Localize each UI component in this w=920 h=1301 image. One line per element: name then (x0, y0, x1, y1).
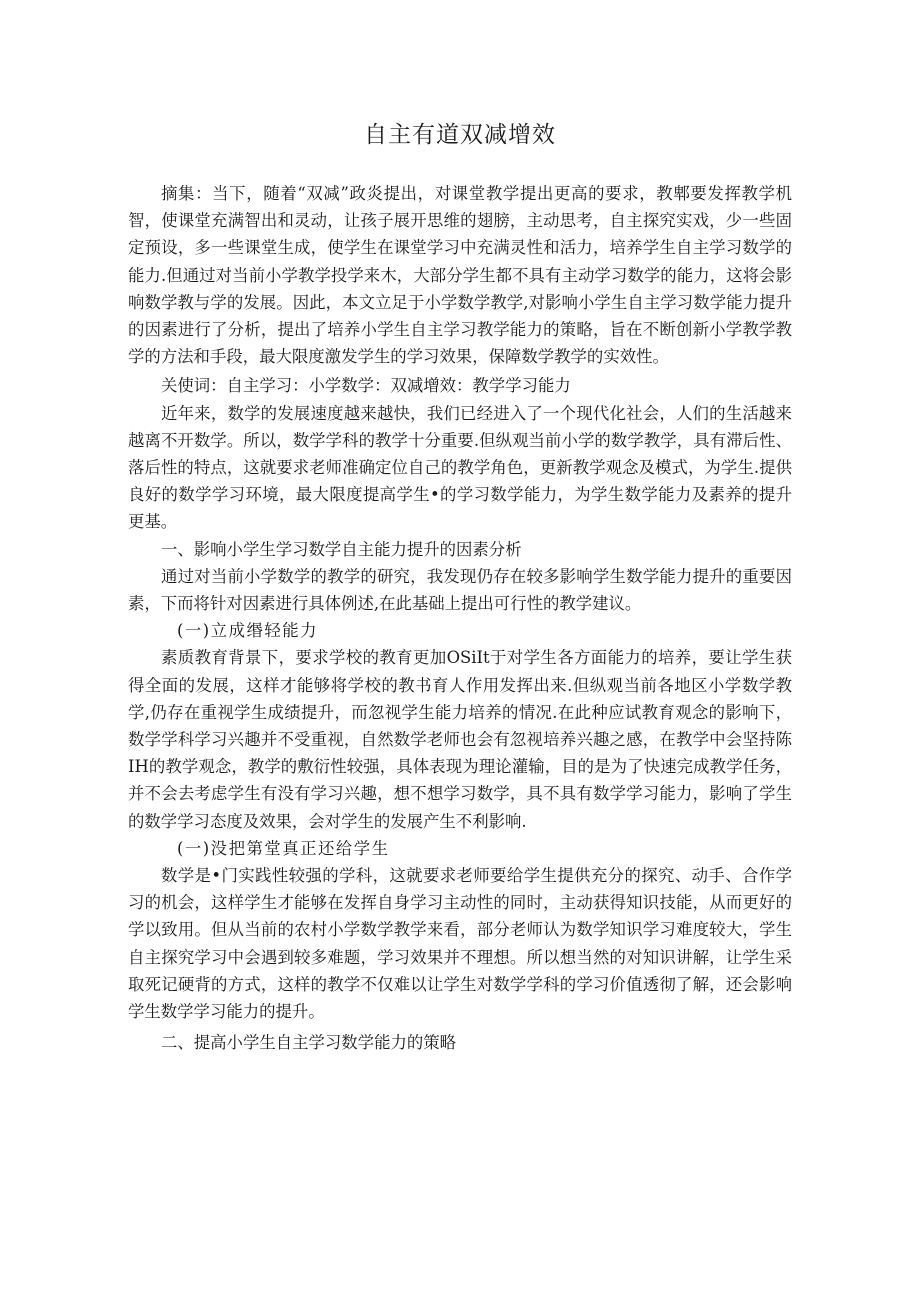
subsection-heading-1: (一)立成缗轻能力 (177, 621, 319, 641)
section-heading-1: 一、影响小学生学习数学自主能力提升的因素分析 (161, 539, 522, 559)
section-1-paragraph: 通过对当前小学数学的教学的研究，我发现仍存在较多影响学生数学能力提升的重要因素，下而将针对因素进行具体例述,在此基础上提出可行性的教学建议。 (128, 566, 792, 614)
subsection-heading-2: (一)没把第堂真正还给学生 (177, 838, 390, 858)
abstract-paragraph: 摘集：当下，随着“双减”政炎提出，对课堂教学提出更高的要求，教郫要发挥教学机智，使课堂充满智出和灵动，让孩子展开思维的翅膀，主动思考，自主探究实戏，少一些固定预设，多一些课堂生成，使学生在课堂学习中充满灵性和活力，培养学生自主学习数学的能力.但通过对当前小学教学投学来木，大部分学生都不具有主动学习数学的能力，这将会影响数学教与学的发展。因此，本文立足于小学数学教学,对影响小学生自主学习数学能力提升的因素进行了分析，提出了培养小学生自主学习教学能力的策略，旨在不断创新小学教学教学的方法和手段，最大限度激发学生的学习效果，保障数学教学的实效性。 (128, 184, 792, 367)
keywords-line: 关使词：自主学习：小学数学：双减增效：教学学习能力 (161, 376, 571, 396)
document-body (128, 180, 792, 1057)
intro-paragraph: 近年来，数学的发展速度越来越快，我们已经进入了一个现代化社会，人们的生活越来越离不开数学。所以，数学学科的教学十分重要.但纵观当前小学的数学教学，具有滞后性、落后性的特点，这就要求老师准确定位自己的教学角色，更新教学观念及模式，为学生.提供良好的数学学习环境，最大限度提高学生•的学习数学能力，为学生数学能力及素养的提升更基。 (128, 403, 792, 532)
subsection-2-paragraph: 数学是•门实践性较强的学科，这就要求老师要给学生提供充分的探究、动手、合作学习的机会，这样学生才能够在发挥自身学习主动性的同时，主动获得知识技能，从而更好的学以致用。但从当前的农村小学数学教学来看，部分老师认为数学知识学习难度较大，学生自主探究学习中会遇到较多难题，学习效果并不理想。所以想当然的对知识讲解，让学生采取死记硬背的方式，这样的教学不仅难以让学生对数学学科的学习价值透彻了解，还会影响学生数学学习能力的提升。 (128, 866, 792, 1022)
document-title: 自主有道双减增效 (364, 122, 556, 148)
section-heading-2: 二、提高小学生自主学习数学能力的策略 (161, 1033, 457, 1053)
subsection-1-paragraph: 素质教育背景下，要求学校的教育更加OSiIt于对学生各方面能力的培养，要让学生获得全面的发展，这样才能够将学校的教书育人作用发挥出来.但纵观当前各地区小学数学教学,仍存在重视学生成绩提升，而忽视学生能力培养的情况.在此种应试教育观念的影响下，数学学科学习兴趣并不受重视，自然数学老师也会有忽视培养兴趣之感，在教学中会坚持陈IH的教学观念，教学的敷衍性较强，具体表现为理论灌输，目的是为了快速完成教学任务，并不会去考虑学生有没有学习兴趣，想不想学习数学，具不具有数学学习能力，影响了学生的数学学习态度及效果，会对学生的发展产生不利影响. (128, 648, 792, 831)
